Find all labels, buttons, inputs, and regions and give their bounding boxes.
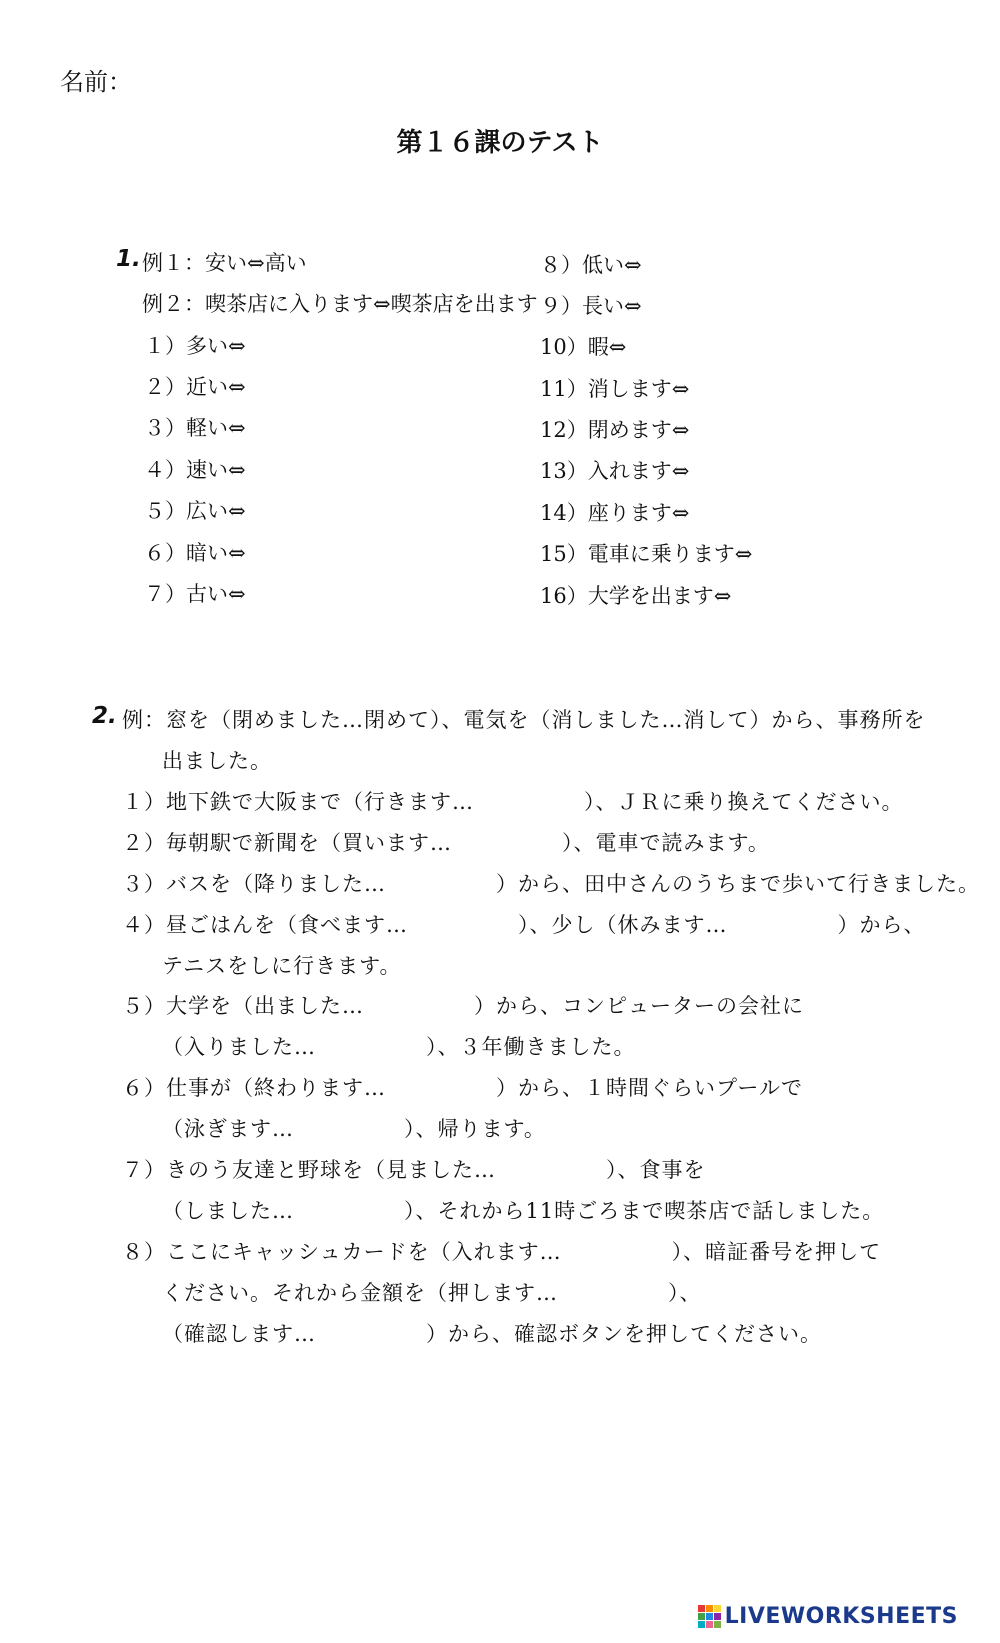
section-2-question: ４）昼ごはんを（食べます… ）、少し（休みます… ）から、 xyxy=(122,913,926,937)
section-2-question-cont: （確認します… ）から、確認ボタンを押してください。 xyxy=(162,1322,822,1346)
section-1-item: ７）古い⇔ xyxy=(144,582,246,606)
section-2-question-cont: テニスをしに行きます。 xyxy=(162,954,402,978)
section-2-example-cont: 出ました。 xyxy=(162,749,272,773)
logo-square xyxy=(698,1605,705,1612)
section-2-question-cont: （入りました… ）、３年働きました。 xyxy=(162,1035,636,1059)
section-1-item: 12）閉めます⇔ xyxy=(540,418,690,442)
logo-square xyxy=(714,1605,721,1612)
section-2-question-cont: （泳ぎます… ）、帰ります。 xyxy=(162,1117,546,1141)
section-1-number: 1. xyxy=(116,246,141,272)
section-2-question: ２）毎朝駅で新聞を（買います… ）、電車で読みます。 xyxy=(122,831,770,855)
section-2-question: ６）仕事が（終わります… ）から、１時間ぐらいプールで xyxy=(122,1076,803,1100)
section-1-item: ６）暗い⇔ xyxy=(144,541,246,565)
section-1-item: 14）座ります⇔ xyxy=(540,501,690,525)
section-2-question: ７）きのう友達と野球を（見ました… ）、食事を xyxy=(122,1158,706,1182)
section-1-item: ３）軽い⇔ xyxy=(144,416,246,440)
section-2-question-cont: （しました… ）、それから11時ごろまで喫茶店で話しました。 xyxy=(162,1199,885,1223)
section-1-item: ９）長い⇔ xyxy=(540,294,642,318)
section-2-question-cont: ください。それから金額を（押します… ）、 xyxy=(162,1281,702,1305)
section-2-question: ５）大学を（出ました… ）から、コンピューターの会社に xyxy=(122,994,804,1018)
logo-square xyxy=(706,1613,713,1620)
section-1-example-1: 例１：安い⇔高い xyxy=(142,251,307,275)
logo-square xyxy=(706,1605,713,1612)
section-1-item: １）多い⇔ xyxy=(144,334,246,358)
section-1-item: 13）入れます⇔ xyxy=(540,459,690,483)
section-2-question: ３）バスを（降りました… ）から、田中さんのうちまで歩いて行きました。 xyxy=(122,872,980,896)
page-title: 第１６課のテスト xyxy=(396,128,604,158)
section-2-question: ８）ここにキャッシュカードを（入れます… ）、暗証番号を押して xyxy=(122,1240,882,1264)
section-1-example-2: 例２：喫茶店に入ります⇔喫茶店を出ます xyxy=(142,292,538,316)
logo-grid-icon xyxy=(698,1605,721,1628)
section-2-example: 例：窓を（閉めました…閉めて）、電気を（消しました…消して）から、事務所を xyxy=(122,708,926,732)
section-1-item: 16）大学を出ます⇔ xyxy=(540,584,732,608)
section-1-item: ８）低い⇔ xyxy=(540,253,642,277)
liveworksheets-logo xyxy=(698,1604,958,1629)
logo-square xyxy=(698,1613,705,1620)
section-1-item: ５）広い⇔ xyxy=(144,499,246,523)
logo-square xyxy=(706,1621,713,1628)
logo-square xyxy=(698,1621,705,1628)
name-label: 名前： xyxy=(60,68,132,96)
brand-name: LIVEWORKSHEETS xyxy=(724,1604,958,1629)
logo-square xyxy=(714,1621,721,1628)
section-1-item: ２）近い⇔ xyxy=(144,375,246,399)
section-1-item: ４）速い⇔ xyxy=(144,458,246,482)
section-1-item: 10）暇⇔ xyxy=(540,335,627,359)
section-1-item: 15）電車に乗ります⇔ xyxy=(540,542,753,566)
logo-square xyxy=(714,1613,721,1620)
section-2-question: １）地下鉄で大阪まで（行きます… ）、ＪＲに乗り換えてください。 xyxy=(122,790,904,814)
section-2-number: 2. xyxy=(92,703,117,729)
section-1-item: 11）消します⇔ xyxy=(540,377,690,401)
